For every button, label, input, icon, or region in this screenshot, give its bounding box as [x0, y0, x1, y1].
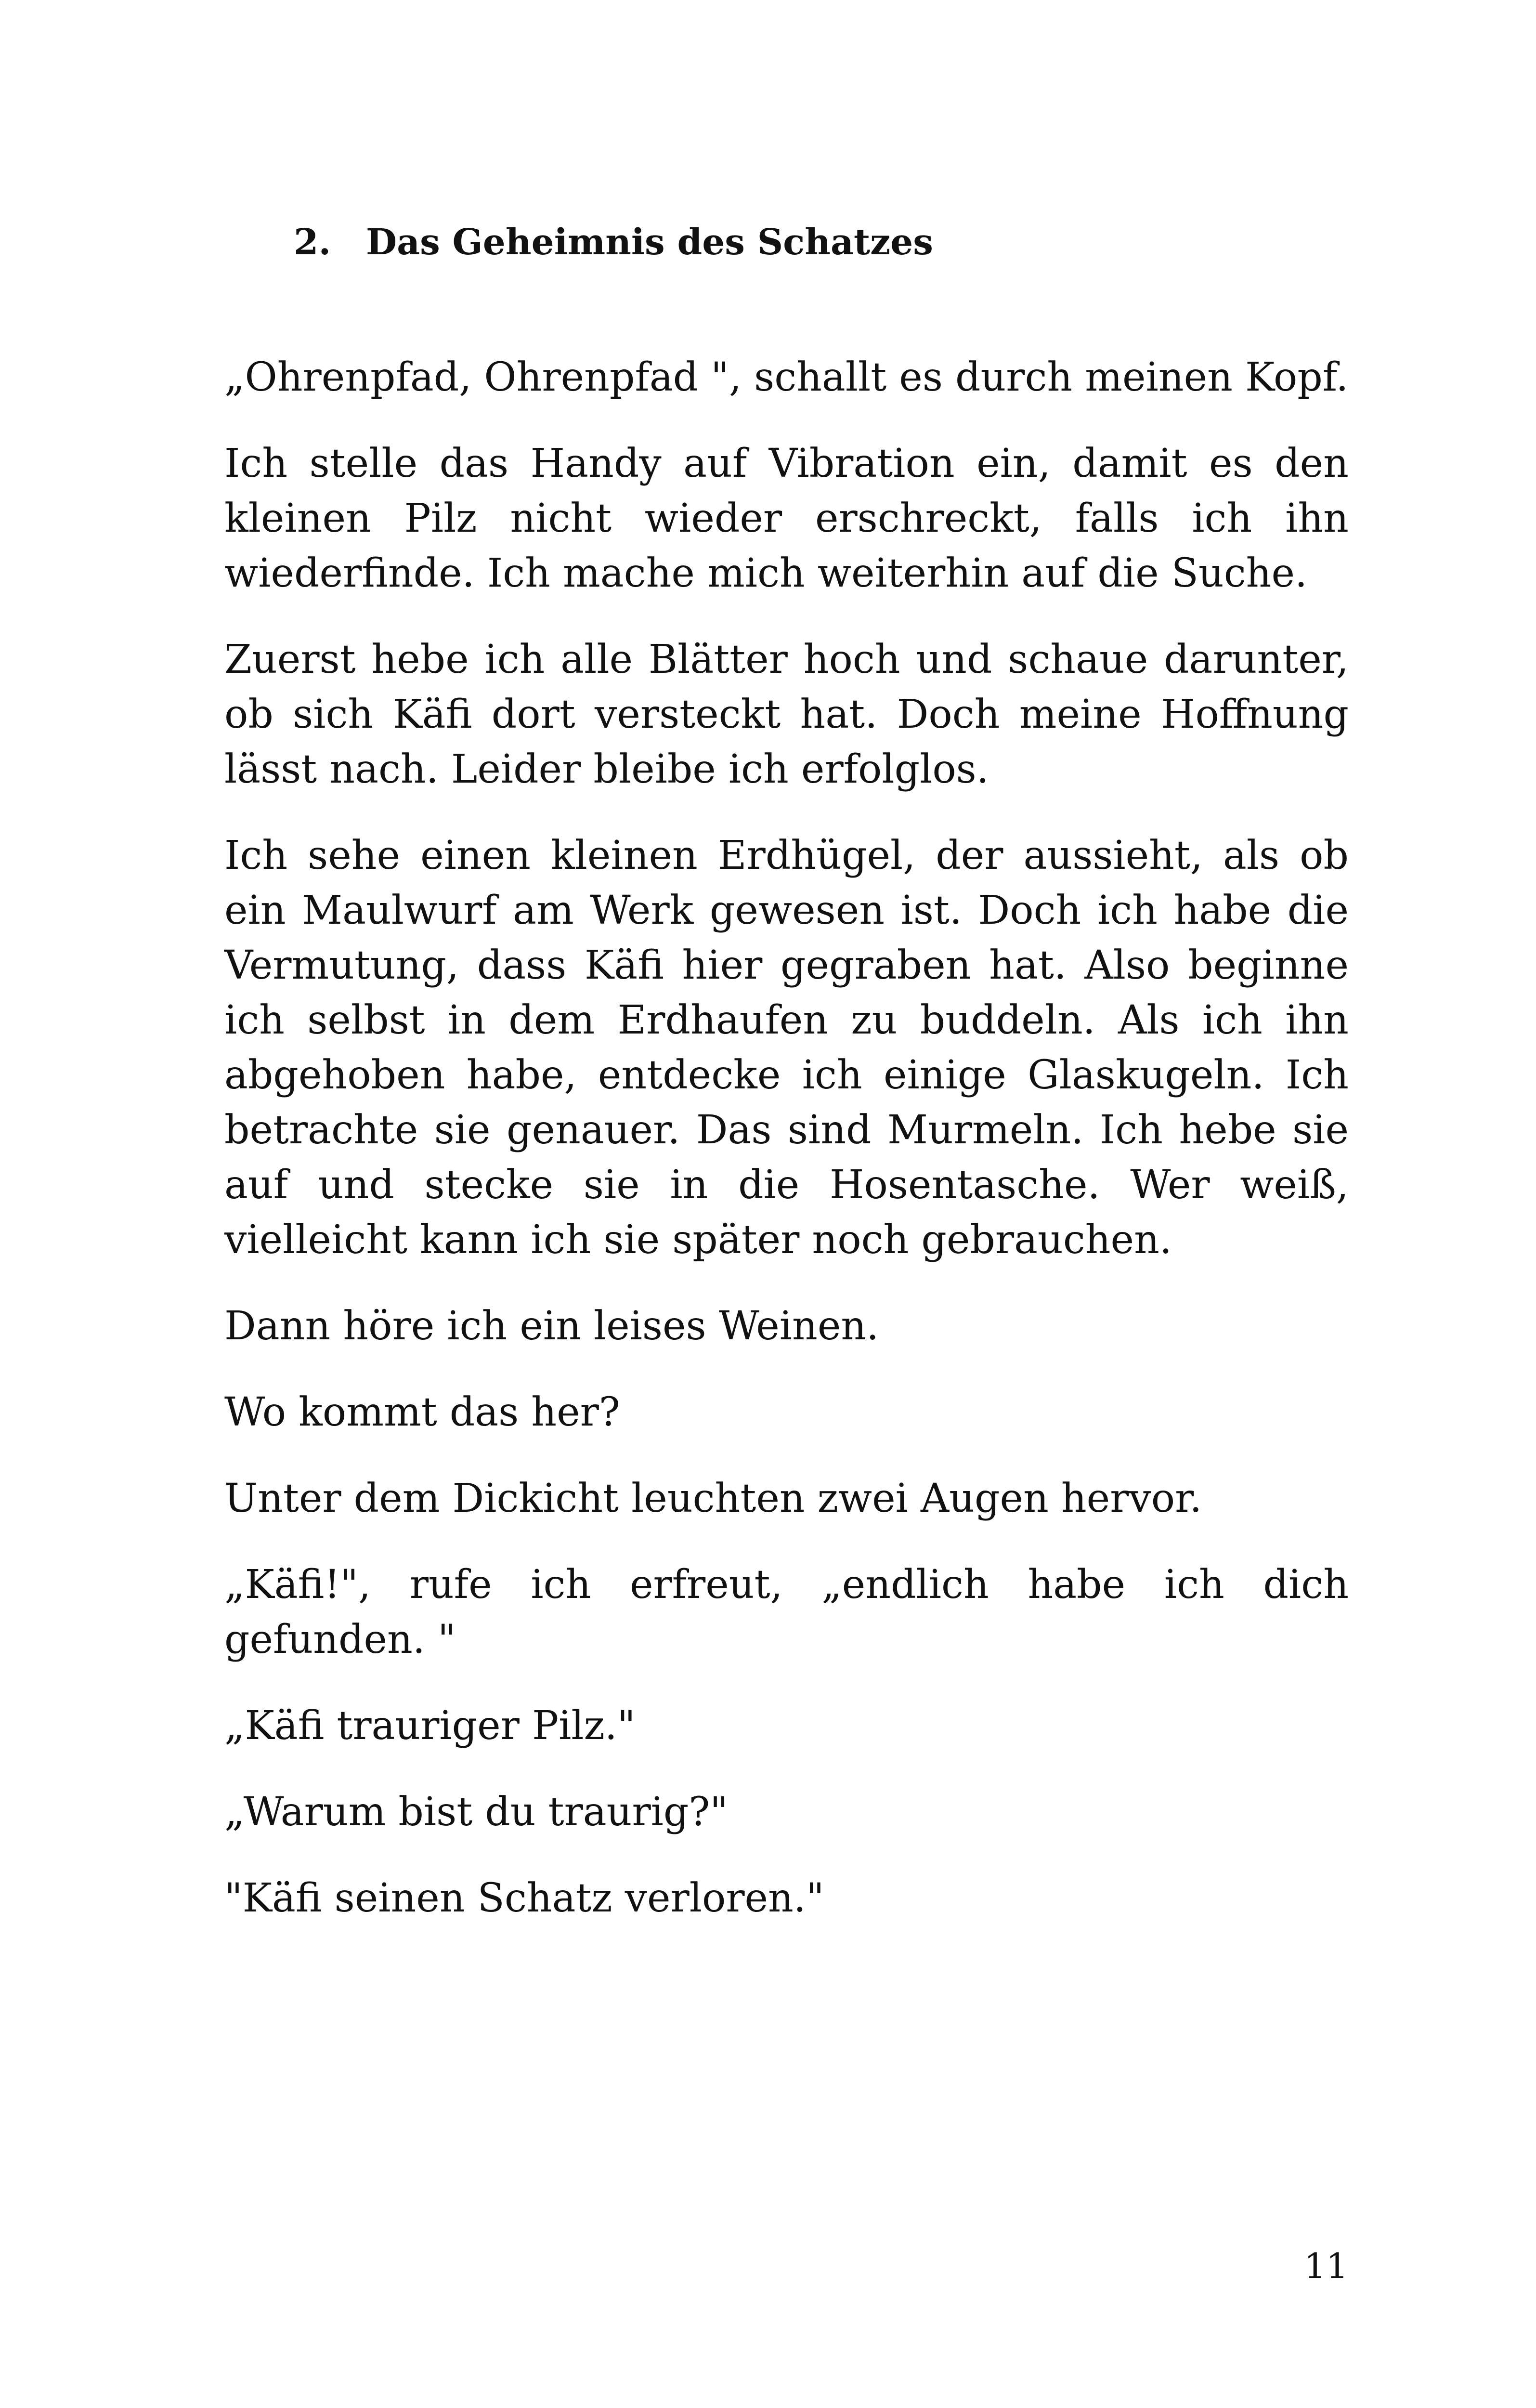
chapter-number: 2.: [294, 222, 331, 263]
paragraph-10: „Warum bist du traurig?": [224, 1789, 729, 1835]
paragraph-3: Zuerst hebe ich alle Blätter hoch und schaue darunter, ob sich Käfi dort versteckt hat. Doch meine Hoffnung lässt nach. Leider bleibe ich erfolglos.: [224, 637, 1349, 792]
paragraph-4: Ich sehe einen kleinen Erdhügel, der aussieht, als ob ein Maulwurf am Werk gewesen ist. Doch ich habe die Vermutung, dass Käfi hier gegraben hat. Also beginne ich selbst in dem Erdhaufen zu buddeln. Als ich ihn abgehoben habe, entdecke ich einige Glaskugeln. Ich betrachte sie genauer. Das sind Murmeln. Ich hebe sie auf und stecke sie in die Hosentasche. Wer weiß, vielleicht kann ich sie später noch gebrauchen.: [224, 833, 1349, 1263]
paragraph-9: „Käfi trauriger Pilz.": [224, 1703, 636, 1749]
paragraph-7: Unter dem Dickicht leuchten zwei Augen hervor.: [224, 1476, 1202, 1521]
chapter-title: Das Geheimnis des Schatzes: [366, 222, 933, 263]
page-number: 11: [1304, 2246, 1348, 2286]
paragraph-5: Dann höre ich ein leises Weinen.: [224, 1303, 879, 1349]
paragraph-1: „Ohrenpfad, Ohrenpfad ", schallt es durch meinen Kopf.: [224, 354, 1349, 400]
paragraph-6: Wo kommt das her?: [224, 1389, 620, 1435]
paragraph-8: „Käfi!", rufe ich erfreut, „endlich habe ich dich gefunden. ": [224, 1562, 1349, 1662]
chapter-body: [224, 350, 1349, 1957]
paragraph-2: Ich stelle das Handy auf Vibration ein, damit es den kleinen Pilz nicht wieder erschreckt, falls ich ihn wiederfinde. Ich mache mich weiterhin auf die Suche.: [224, 441, 1349, 596]
chapter-heading: [294, 216, 933, 269]
paragraph-11: "Käfi seinen Schatz verloren.": [224, 1875, 824, 1921]
